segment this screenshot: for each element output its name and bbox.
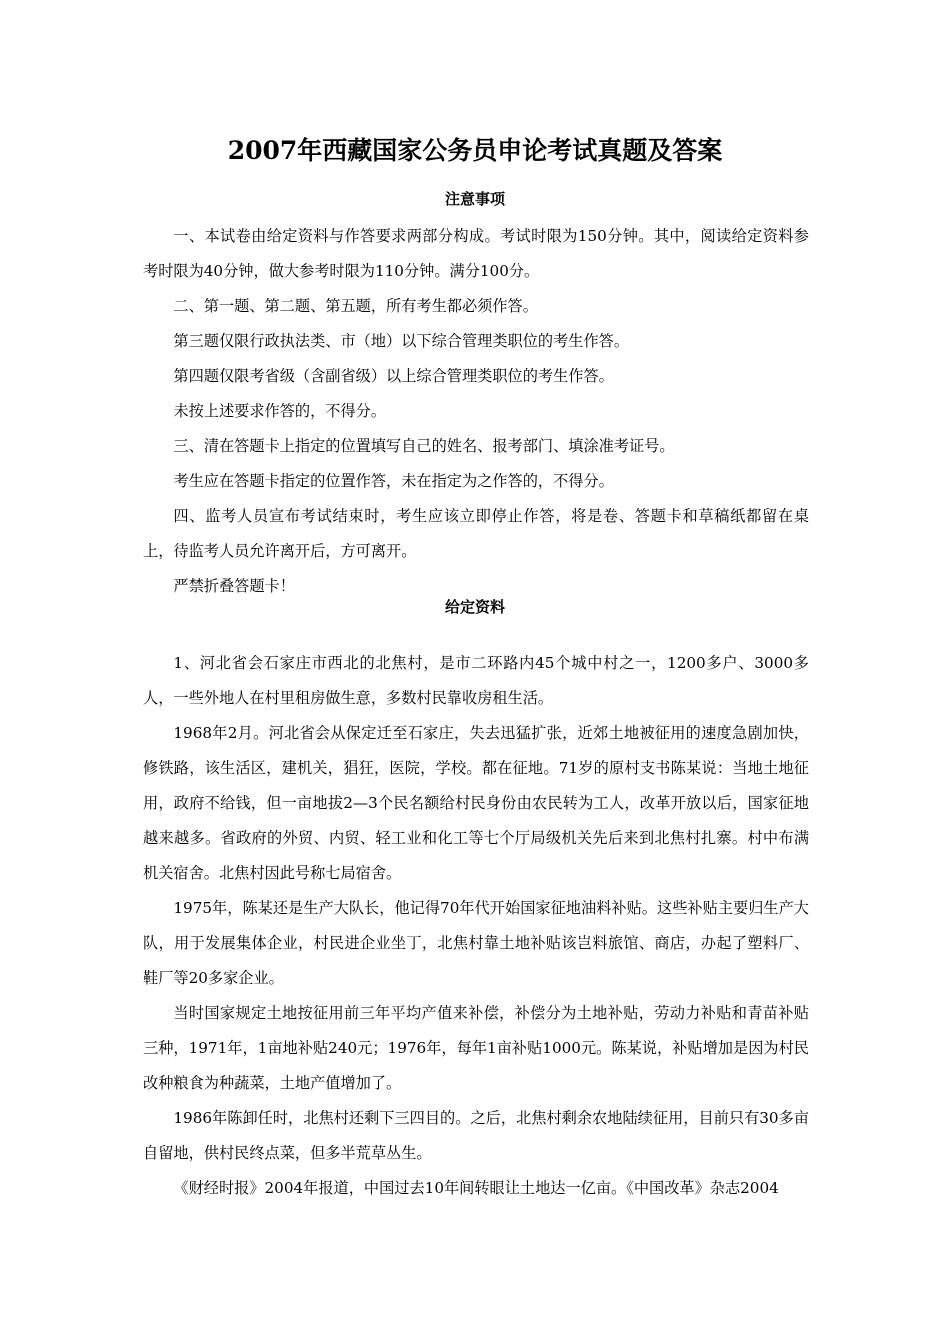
material-paragraph: 1986年陈卸任时，北焦村还剩下三四目的。之后，北焦村剩余农地陆续征用，目前只有30多亩自留地，供村民终点菜，但多半荒草丛生。	[143, 1109, 809, 1162]
notice-paragraph: 未按上述要求作答的，不得分。	[173, 402, 387, 420]
document-body	[143, 219, 809, 1206]
materials-heading: 给定资料	[444, 598, 505, 616]
material-paragraph: 1968年2月。河北省会从保定迁至石家庄，失去迅猛扩张，近郊土地被征用的速度急剧加快，修铁路，该生活区，建机关，猖狂，医院，学校。都在征地。71岁的原村支书陈某说：当地土地征用，政府不给钱，但一亩地拔2—3个民名额给村民身份由农民转为工人，改革开放以后，国家征地越来越多。省政府的外贸、内贸、轻工业和化工等七个厅局级机关先后来到北焦村扎寨。村中布满机关宿舍。北焦村因此号称七局宿舍。	[143, 724, 809, 882]
notice-paragraph: 四、监考人员宣布考试结束时，考生应该立即停止作答，将是卷、答题卡和草稿纸都留在桌上，待监考人员允许离开后，方可离开。	[143, 507, 809, 560]
notice-paragraph: 第三题仅限行政执法类、市（地）以下综合管理类职位的考生作答。	[173, 332, 630, 350]
notice-paragraph: 三、清在答题卡上指定的位置填写自己的姓名、报考部门、填涂准考证号。	[173, 437, 675, 455]
notice-paragraph: 第四题仅限考省级（含副省级）以上综合管理类职位的考生作答。	[173, 367, 614, 385]
material-paragraph: 《财经时报》2004年报道，中国过去10年间转眼让土地达一亿亩。《中国改革》杂志2004	[173, 1179, 779, 1197]
material-paragraph: 1975年，陈某还是生产大队长，他记得70年代开始国家征地油料补贴。这些补贴主要归生产大队，用于发展集体企业，村民进企业坐丁，北焦村靠土地补贴该岂料旅馆、商店，办起了塑料厂、鞋厂等20多家企业。	[143, 899, 809, 987]
notice-paragraph: 二、第一题、第二题、第五题，所有考生都必须作答。	[173, 297, 538, 315]
material-paragraph: 当时国家规定土地按征用前三年平均产值来补偿，补偿分为土地补贴，劳动力补贴和青苗补贴三种，1971年，1亩地补贴240元；1976年，每年1亩补贴1000元。陈某说，补贴增加是因为村民改种粮食为种蔬菜，土地产值增加了。	[143, 1004, 809, 1092]
notice-heading: 注意事项	[444, 190, 505, 208]
material-paragraph: 1、河北省会石家庄市西北的北焦村，是市二环路内45个城中村之一，1200多户、3000多人，一些外地人在村里租房做生意，多数村民靠收房租生活。	[143, 654, 809, 707]
document-title: 2007年西藏国家公务员申论考试真题及答案	[227, 136, 723, 165]
notice-paragraph: 严禁折叠答题卡！	[173, 577, 295, 595]
notice-paragraph: 一、本试卷由给定资料与作答要求两部分构成。考试时限为150分钟。其中，阅读给定资料参考时限为40分钟，做大参考时限为110分钟。满分100分。	[143, 227, 809, 280]
notice-paragraph: 考生应在答题卡指定的位置作答，未在指定为之作答的，不得分。	[173, 472, 614, 490]
